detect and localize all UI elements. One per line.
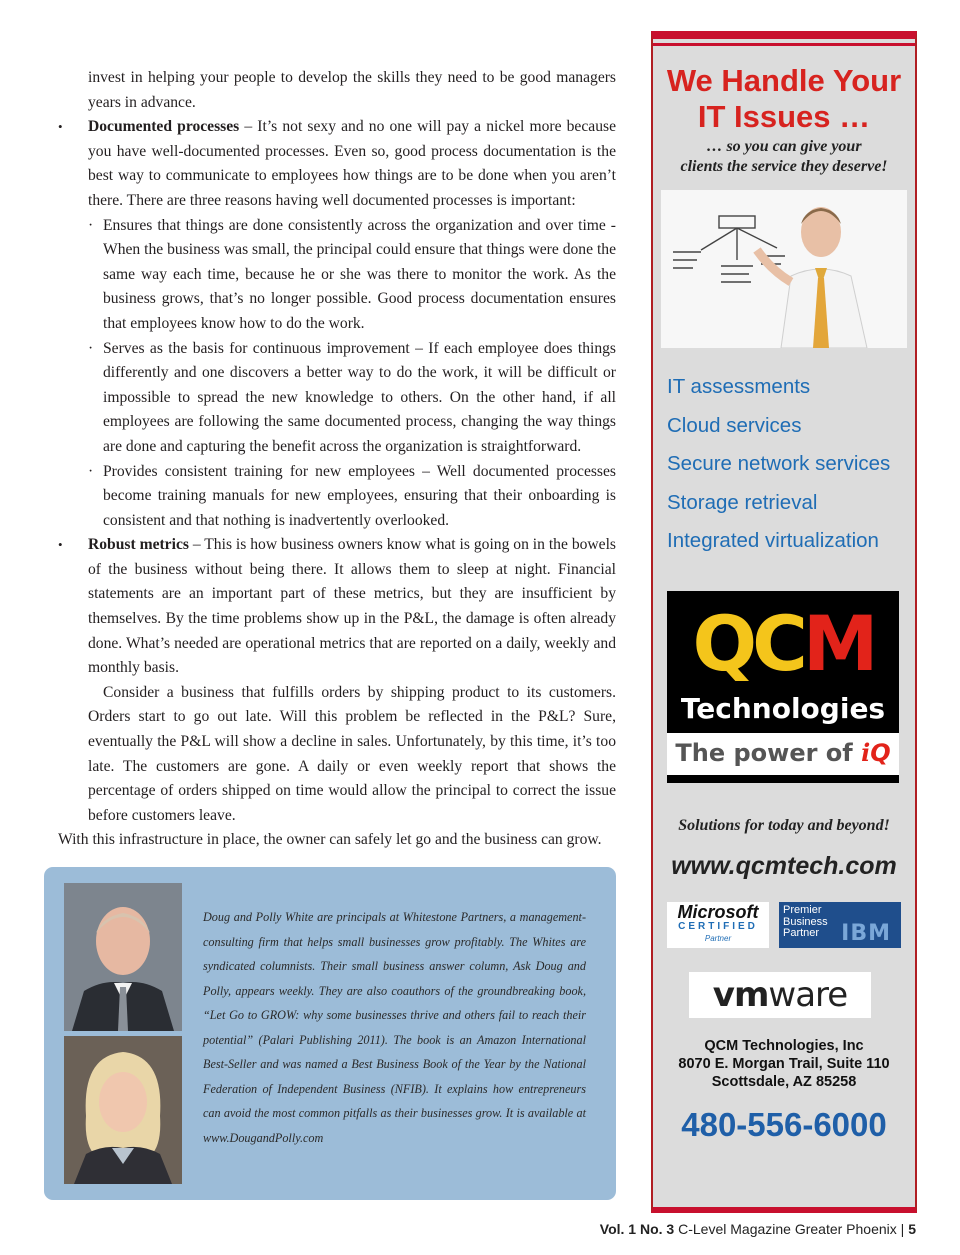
article-column [58,66,616,853]
page-footer [600,1221,916,1237]
bullet-term: Documented processes [88,118,240,136]
ad-tagline [653,137,915,177]
article-paragraph-example: Consider a business that fulfills orders by shipping product to its customers. Orders start to go out late. Will this problem be reflected in the P&L? Sure, eventually the P&L will show a decline in sales. Unfortunately, by this time, it’s too late. The customers are gone. A daily or even weekly report that shows the percentage of orders shipped on time would allow the principal to correct the issue before customers leave. [88,683,616,824]
address-city: Scottsdale, AZ 85258 [711,1074,857,1090]
footer-volume: Vol. 1 No. 3 [599,1221,675,1237]
article-paragraph-closing: With this infrastructure in place, the owner can safely let go and the business can grow. [58,831,602,849]
author-bio-text: Doug and Polly White are principals at Whitestone Partners, a management-consulting firm that helps small businesses grow profitably. The Whites are syndicated columnists. Their small business answer column, Ask Doug and Polly, appears weekly. They are also coauthors of the groundbreaking book, “Let Go to GROW: why some businesses thrive and others fail to reach their potential” (Palari Publishing 2011). The book is an Amazon International Best-Seller and was named a Best Business Book of the Year by the National Federation of Independent Business (NFIB). It explains how entrepreneurs can avoid the most common pitfalls as their businesses grow. It is available at www.DougandPolly.com [203,910,586,1145]
bullet-marker: • [58,537,63,553]
service-item: Integrated virtualization [667,529,879,552]
ad-photo-businessman-diagram [661,190,907,348]
vmware-logo [689,972,871,1018]
footer-page-number: 5 [908,1221,916,1237]
sub-bullet-marker: · [88,216,94,234]
address-street: 8070 E. Morgan Trail, Suite 110 [678,1056,890,1072]
qcm-letter-m: M [802,599,874,688]
qcm-logo-letters [673,595,893,693]
vmware-wordmark [689,972,871,1018]
businessman-drawing-image [661,190,907,348]
qcm-slogan-i: i [861,738,871,767]
footer-separator: | [896,1221,909,1237]
service-item: Secure network services [667,452,891,475]
sub-bullet-marker: · [88,462,94,480]
ad-tagline-line1: … so you can give your [706,138,862,155]
sub-bullet-improvement [58,337,616,460]
vmware-ware: ware [768,975,848,1015]
qcm-advertisement [651,31,917,1213]
address-company-name: QCM Technologies, Inc [704,1038,864,1054]
author-photo-doug [64,883,182,1031]
ad-headline [653,63,915,135]
microsoft-certified-partner-logo [667,902,769,948]
microsoft-wordmark: Microsoft [677,902,759,922]
ibm-partner-text [783,905,828,940]
ibm-line-premier: Premier [783,904,822,916]
company-address [653,1037,915,1091]
ad-website-link[interactable]: www.qcmtech.com [671,852,897,880]
bullet-term: Robust metrics [88,536,189,554]
ad-services-list [667,368,890,561]
qcm-logo-slogan [667,737,899,769]
microsoft-partner-label: Partner [704,934,732,943]
microsoft-certified-label: CERTIFIED [678,921,758,932]
portrait-man-image [64,883,182,1031]
bullet-robust-metrics [58,533,616,681]
vmware-vm: vm [712,975,769,1015]
portrait-woman-image [64,1036,182,1184]
bullet-text: – It’s not sexy and no one will pay a nickel more because you have well-documented processes. Even so, good process documentation is the best way to communicate to employees how things are to be done when you aren’t there. There are three reasons having well documented processes is important: [88,118,616,209]
service-item: Cloud services [667,413,802,437]
sub-bullet-training [58,460,616,534]
author-bio-box [44,867,616,1200]
ibm-line-business: Business [783,915,828,928]
service-item: IT assessments [667,375,811,398]
service-item: Storage retrieval [667,490,818,514]
author-photo-polly [64,1036,182,1184]
bullet-documented-processes [58,115,616,213]
ad-solutions-tagline: Solutions for today and beyond! [678,817,890,834]
bullet-text: – This is how business owners know what is going on in the bowels of the business without being there. It allows them to sleep at night. Financial statements are an important part of these metrics, but they are insufficient by themselves. By the time problems show up in the P&L, the damage is often already done. What’s needed are operational metrics that are reported on a daily, weekly and monthly basis. [88,536,616,677]
ibm-line-partner: Partner [783,927,820,939]
sub-bullet-text: Provides consistent training for new employees – Well documented processes become training manuals for new employees, ensuring that their onboarding is consistent and that nothing is inadvertently overlooked. [103,462,616,529]
ad-top-rule [653,43,915,46]
qcm-technologies-logo [667,591,899,783]
qcm-slogan-prefix: The power of [675,739,862,767]
ibm-premier-partner-logo [779,902,901,948]
qcm-letter-q: Q [692,599,753,688]
bullet-marker: • [58,119,63,135]
company-phone: 480-556-6000 [681,1106,887,1143]
sub-bullet-text: Serves as the basis for continuous improvement – If each employee does things differently and one discovers a better way to do the work, it will be difficult or impossible to spread the new knowledge to others. On the other hand, if all employees are following the same documented process, changing the way things are done and capturing the benefit across the organization is straightforward. [103,339,616,455]
sub-bullet-text: Ensures that things are done consistently across the organization and over time - When the business was small, the principal could ensure that things were done the same way each time, because he or she was there to monitor the work. As the business grows, that’s no longer possible. Good process documentation ensures that employees know how to do the work. [103,216,616,332]
ibm-wordmark: IBM [841,921,891,946]
qcm-slogan-q: Q [870,739,891,767]
sub-bullet-consistency [58,214,616,337]
article-paragraph-intro: invest in helping your people to develop the skills they need to be good managers years in advance. [88,69,616,111]
ad-headline-line2: IT Issues … [697,99,871,134]
ad-tagline-line2: clients the service they deserve! [680,158,888,175]
footer-publication: C-Level Magazine Greater Phoenix [674,1221,897,1237]
qcm-letter-c: C [752,599,803,688]
sub-bullet-marker: · [88,339,94,357]
ad-headline-line1: We Handle Your [666,63,902,98]
qcm-logo-technologies: Technologies [680,692,886,725]
